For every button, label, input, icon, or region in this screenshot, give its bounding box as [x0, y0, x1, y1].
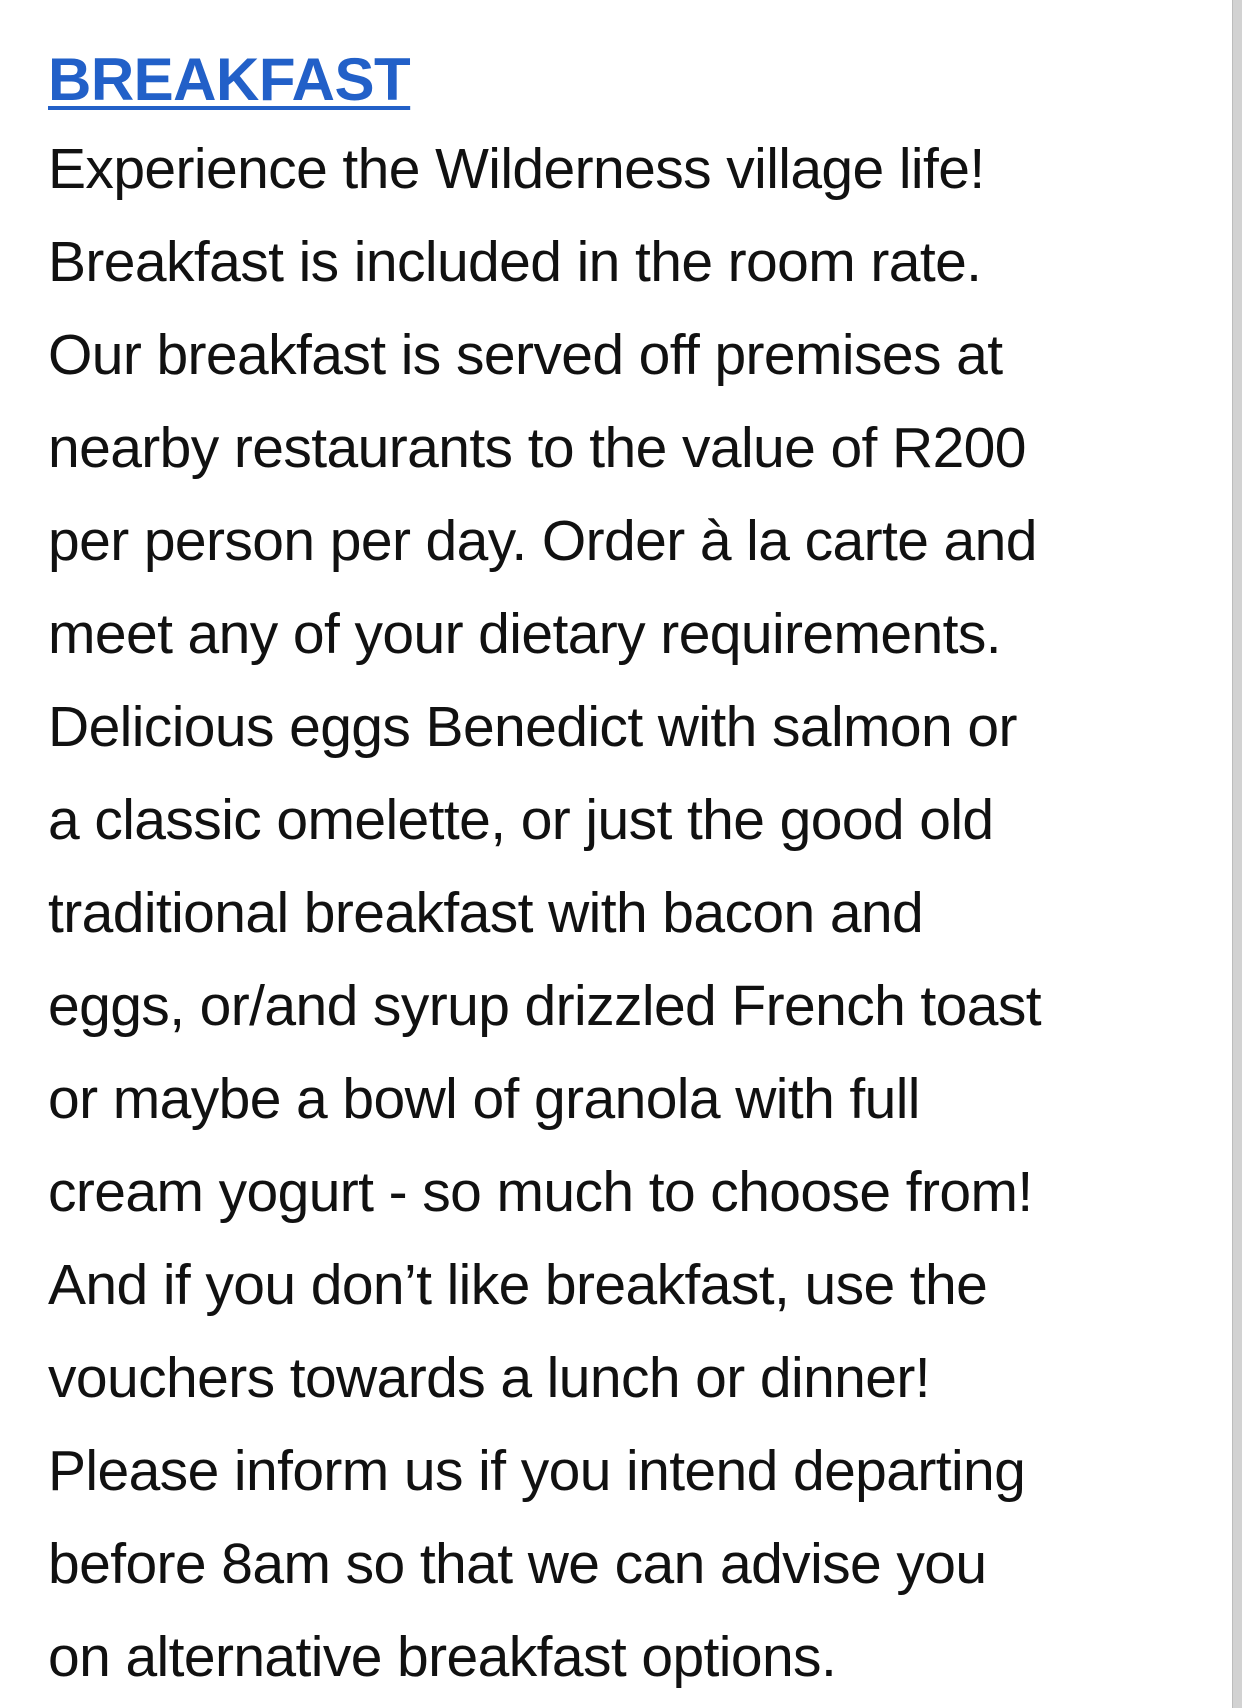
text-line: or maybe a bowl of granola with full	[48, 1067, 920, 1131]
text-line: traditional breakfast with bacon and	[48, 881, 924, 945]
text-line: a classic omelette, or just the good old	[48, 788, 994, 852]
text-line: Experience the Wilderness village life!	[48, 137, 985, 201]
text-line: eggs, or/and syrup drizzled French toast	[48, 974, 1042, 1038]
text-line: cream yogurt - so much to choose from!	[48, 1160, 1033, 1224]
text-line: Delicious eggs Benedict with salmon or	[48, 695, 1017, 759]
breakfast-heading-link[interactable]: BREAKFAST	[48, 46, 411, 113]
text-line: Breakfast is included in the room rate.	[48, 230, 982, 294]
text-line: per person per day. Order à la carte and	[48, 509, 1037, 573]
text-line: Our breakfast is served off premises at	[48, 323, 1003, 387]
text-line: vouchers towards a lunch or dinner!	[48, 1346, 930, 1410]
text-line: And if you don’t like breakfast, use the	[48, 1253, 988, 1317]
text-line: before 8am so that we can advise you	[48, 1532, 987, 1596]
breakfast-description	[48, 123, 1228, 1704]
text-line: meet any of your dietary requirements.	[48, 602, 1001, 666]
text-line: nearby restaurants to the value of R200	[48, 416, 1026, 480]
scrollbar-track[interactable]	[1232, 0, 1242, 1708]
text-line: Please inform us if you intend departing	[48, 1439, 1026, 1503]
text-line: on alternative breakfast options.	[48, 1625, 837, 1689]
